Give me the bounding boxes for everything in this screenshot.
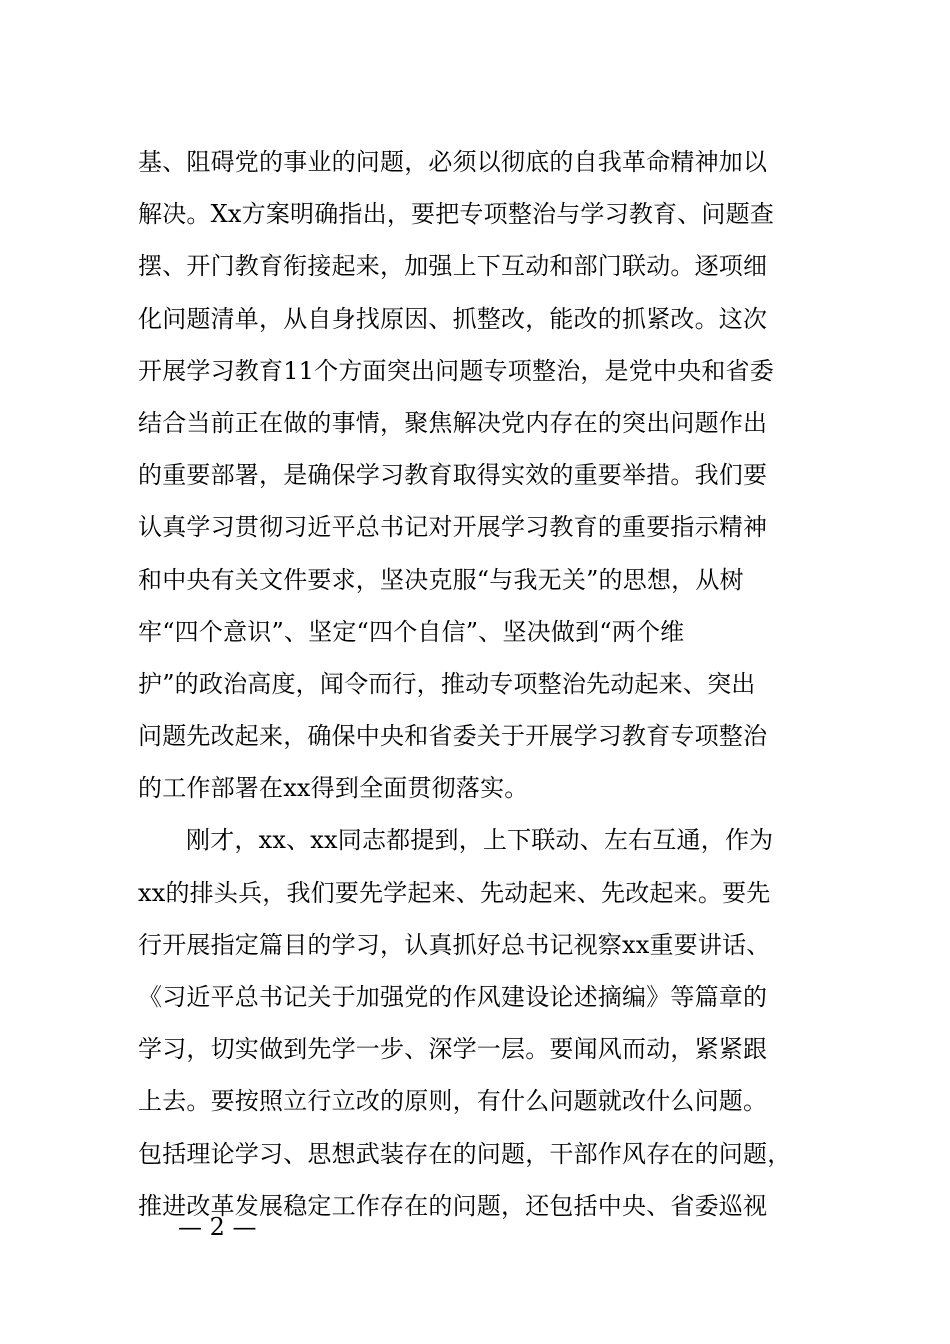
text-line: xx的排头兵，我们要先学起来、先动起来、先改起来。要先 [138, 878, 771, 907]
text-line: 认真学习贯彻习近平总书记对开展学习教育的重要指示精神 [138, 513, 768, 542]
text-line: 基、阻碍党的事业的问题，必须以彻底的自我革命精神加以 [138, 148, 768, 176]
text-line: 《习近平总书记关于加强党的作风建设论述摘编》等篇章的 [138, 983, 768, 1011]
text-line: 护”的政治高度，闻令而行，推动专项整治先动起来、突出 [138, 669, 756, 698]
text-line: 和中央有关文件要求，坚决克服“与我无关”的思想，从树 [138, 565, 744, 594]
page-number: — 2 — [178, 1213, 257, 1241]
text-line: 的重要部署，是确保学习教育取得实效的重要举措。我们要 [138, 461, 768, 490]
text-line: 问题先改起来，确保中央和省委关于开展学习教育专项整治 [138, 722, 768, 751]
text-line: 开展学习教育11个方面突出问题专项整治，是党中央和省委 [138, 356, 774, 385]
text-line: 解决。Xx方案明确指出，要把专项整治与学习教育、问题查 [138, 200, 775, 229]
text-line: 化问题清单，从自身找原因、抓整改，能改的抓紧改。这次 [138, 304, 768, 333]
text-line: 牢“四个意识”、坚定“四个自信”、坚决做到“两个维 [138, 617, 685, 646]
text-line: 行开展指定篇目的学习，认真抓好总书记视察xx重要讲话、 [138, 930, 771, 959]
text-line: 摆、开门教育衔接起来，加强上下互动和部门联动。逐项细 [138, 252, 768, 281]
text-line: 结合当前正在做的事情，聚焦解决党内存在的突出问题作出 [138, 408, 768, 437]
text-line: 学习，切实做到先学一步、深学一层。要闻风而动，紧紧跟 [138, 1035, 768, 1064]
text-line: 上去。要按照立行立改的原则，有什么问题就改什么问题。 [138, 1087, 768, 1116]
paragraph-2 [138, 814, 828, 1232]
text-line: 刚才，xx、xx同志都提到，上下联动、左右互通，作为 [186, 826, 774, 855]
text-line: 的工作部署在xx得到全面贯彻落实。 [138, 774, 529, 803]
text-line: 推进改革发展稳定工作存在的问题，还包括中央、省委巡视 [138, 1191, 768, 1220]
paragraph-1 [138, 136, 828, 814]
body-text [138, 136, 828, 1232]
text-line: 包括理论学习、思想武装存在的问题，干部作风存在的问题， [138, 1139, 792, 1168]
